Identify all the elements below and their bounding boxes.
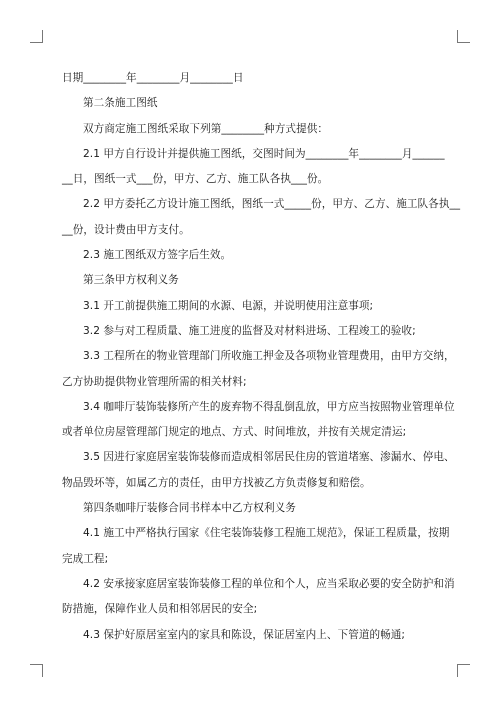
document-line: 3.1 开工前提供施工期间的水源、电源，并说明使用注意事项;: [83, 299, 374, 312]
crop-mark-bottom-left: [30, 664, 43, 677]
document-line: 物品毁坏等，如属乙方的责任，由甲方找被乙方负责修复和赔偿。: [62, 476, 371, 489]
document-line: 日期________年________月________日: [62, 72, 244, 84]
document-line: 2.2 甲方委托乙方设计施工图纸，图纸一式_____份，甲方、乙方、施工队各执__: [83, 198, 461, 211]
document-line: 双方商定施工图纸采取下列第________种方式提供：: [83, 122, 329, 135]
crop-mark-top-left: [30, 30, 43, 43]
document-line: 完成工程;: [62, 552, 109, 565]
document-body: [62, 68, 461, 650]
document-line: 3.3 工程所在的物业管理部门所收施工押金及各项物业管理费用，由甲方交纳，: [83, 350, 455, 363]
crop-mark-top-right: [457, 30, 470, 43]
document-line: __份，设计费由甲方支付。: [62, 223, 190, 236]
document-line: 4.3 保护好原居室室内的家具和陈设，保证居室内上、下管道的畅通;: [83, 628, 406, 641]
document-line: 乙方协助提供物业管理所需的相关材料;: [62, 375, 247, 388]
document-line: 或者单位房屋管理部门规定的地点、方式、时间堆放，并按有关规定清运;: [62, 426, 407, 439]
document-line: 3.5 因进行家庭居室装饰装修而造成相邻居民住房的管道堵塞、渗漏水、停电、: [83, 451, 455, 464]
document-line: 3.2 参与对工程质量、施工进度的监督及对材料进场、工程竣工的验收;: [83, 324, 416, 337]
document-line: 2.3 施工图纸双方签字后生效。: [83, 249, 232, 262]
document-line: __日，图纸一式___份，甲方、乙方、施工队各执___份。: [62, 173, 329, 186]
document-line: 第三条甲方权利义务: [83, 274, 179, 287]
crop-mark-bottom-right: [457, 664, 470, 677]
document-line: 4.1 施工中严格执行国家《住宅装饰装修工程施工规范》，保证工程质量，按期: [83, 527, 450, 540]
document-line: 第二条施工图纸: [83, 97, 158, 110]
document-line: 第四条咖啡厅装修合同书样本中乙方权利义务: [83, 502, 296, 515]
document-line: 2.1 甲方自行设计并提供施工图纸，交图时间为________年________月______: [83, 147, 445, 160]
document-line: 4.2 安承接家庭居室装饰装修工程的单位和个人，应当采取必要的安全防护和消: [83, 577, 455, 590]
document-line: 3.4 咖啡厅装饰装修所产生的废弃物不得乱倒乱放，甲方应当按照物业管理单位: [83, 400, 455, 413]
document-line: 防措施，保障作业人员和相邻居民的安全;: [62, 603, 258, 616]
